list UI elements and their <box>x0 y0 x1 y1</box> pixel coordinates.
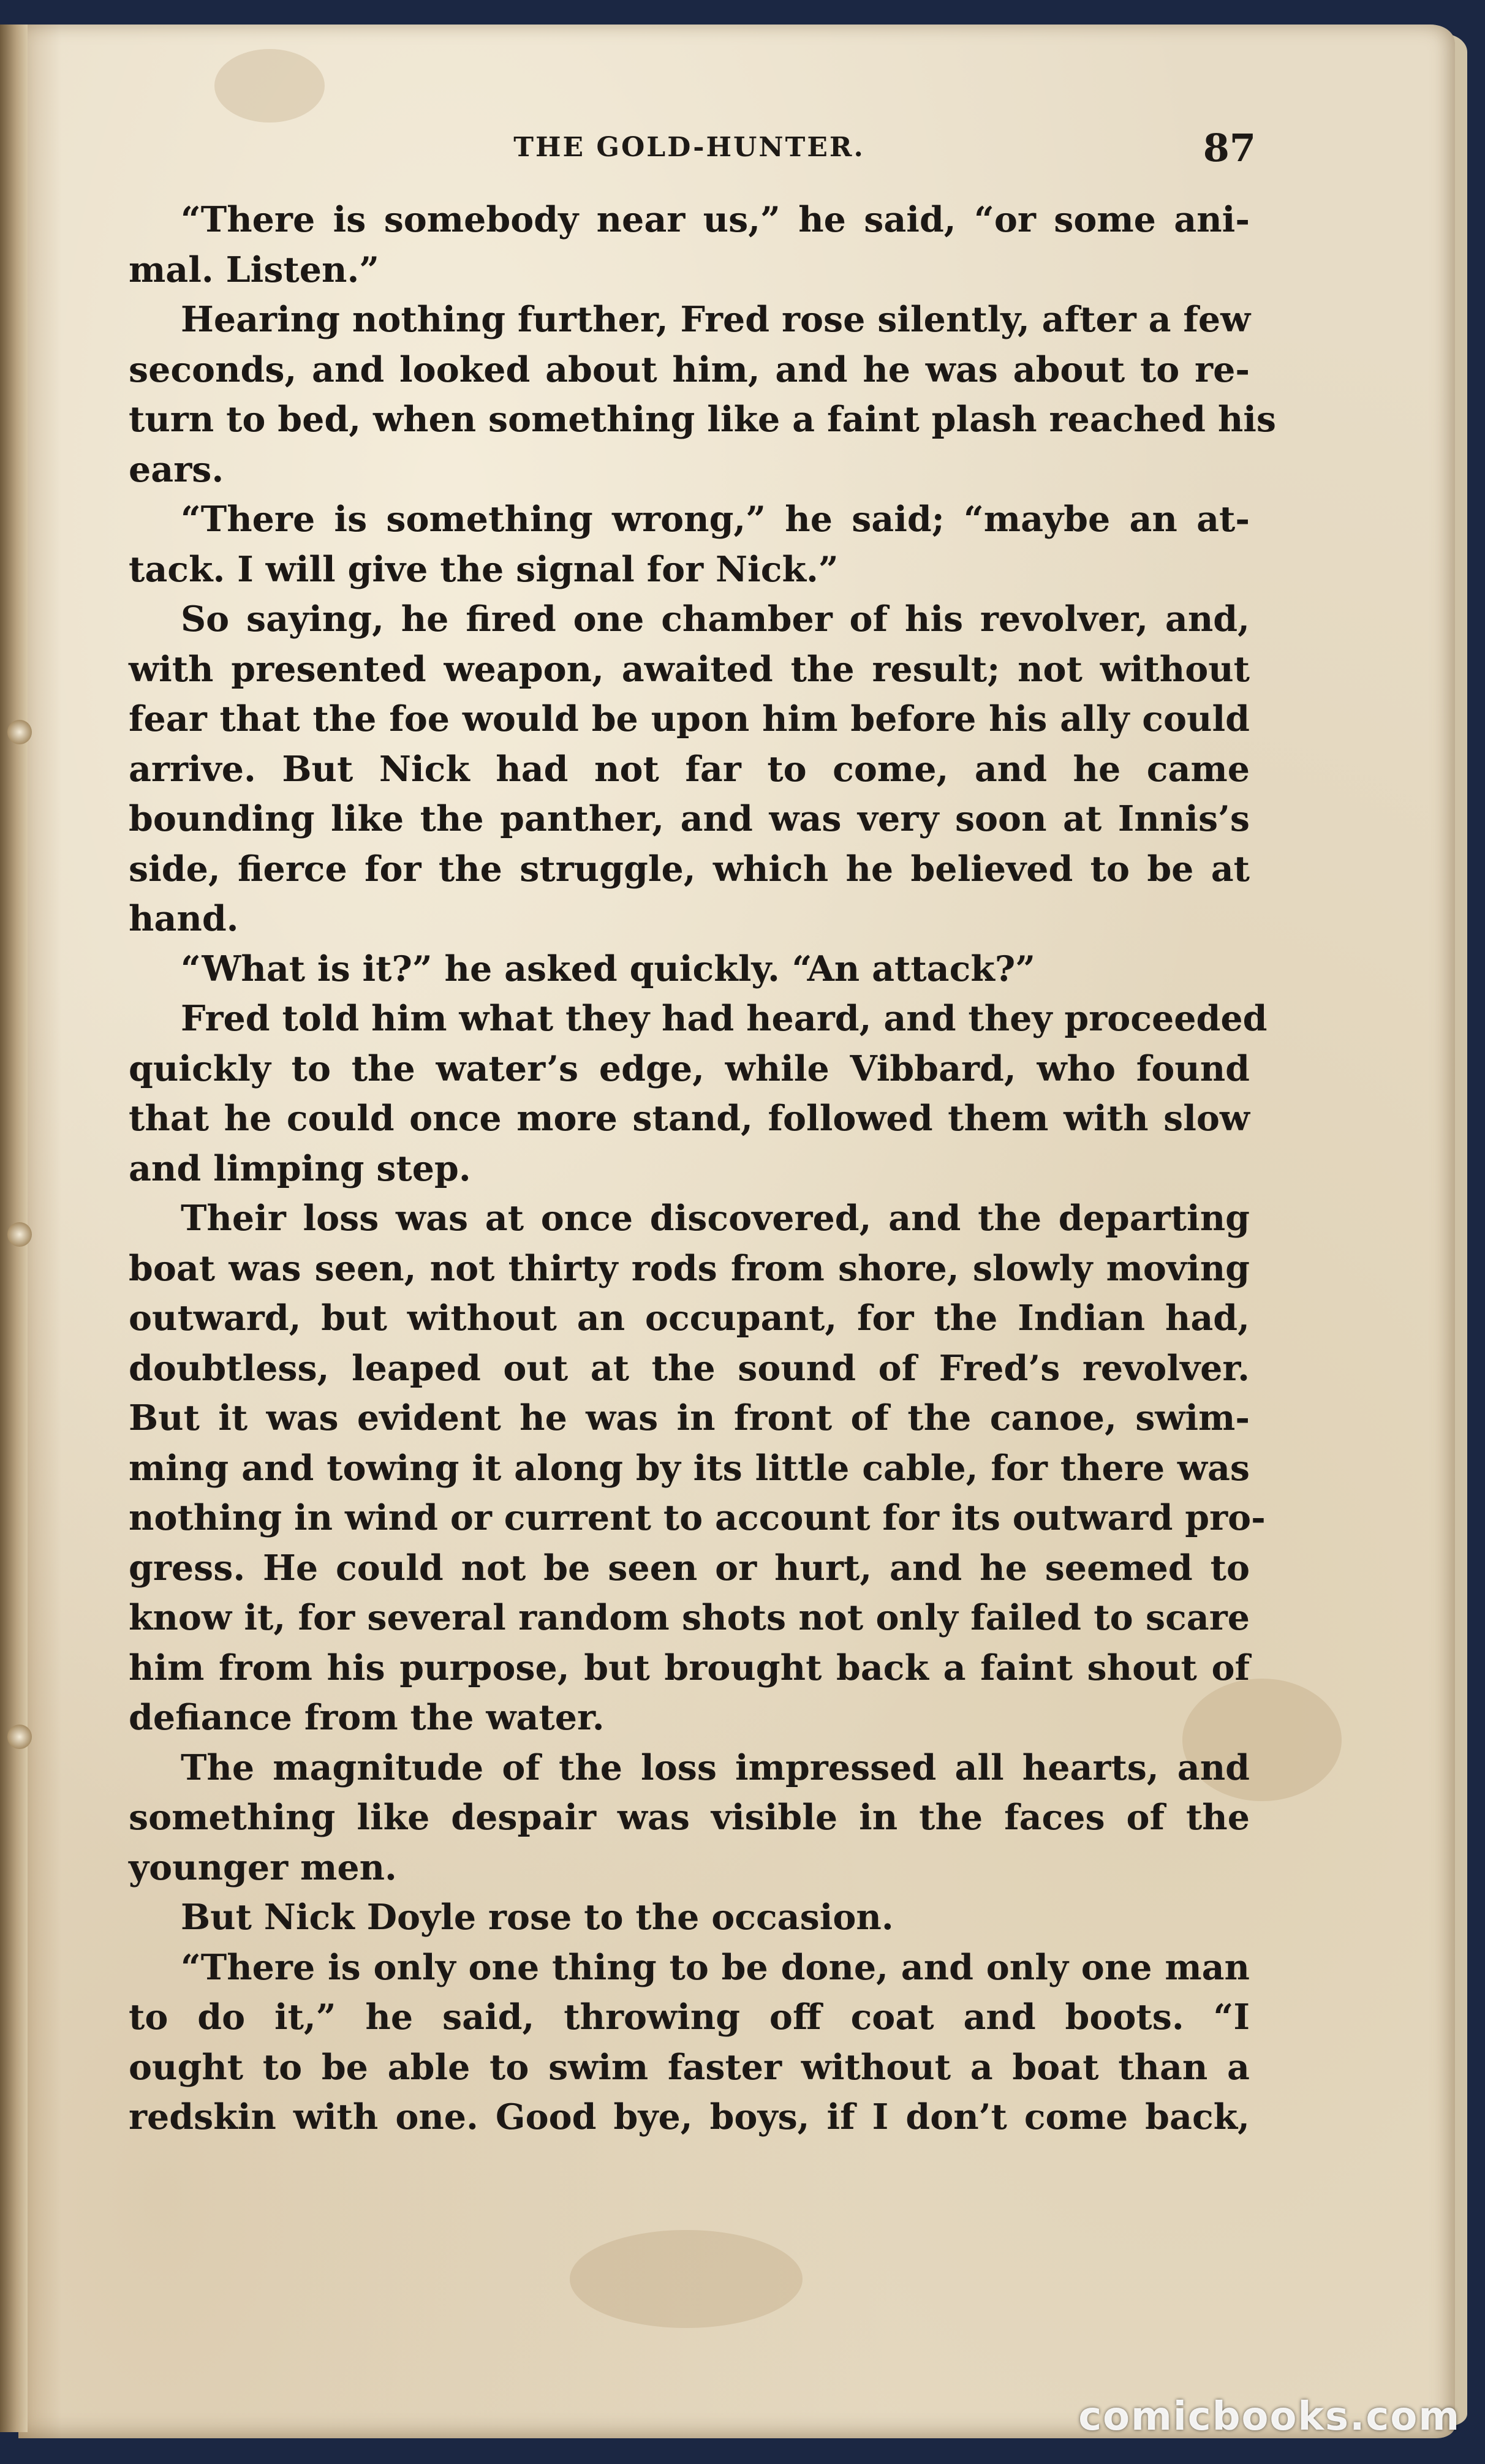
text-line: him from his purpose, but brought back a faint shout of <box>129 1647 1250 1688</box>
text-line: seconds, and looked about him, and he was about to re- <box>129 349 1250 390</box>
text-line: But it was evident he was in front of the canoe, swim- <box>129 1397 1250 1438</box>
paper-stain <box>570 2230 803 2328</box>
text-line: The magnitude of the loss impressed all hearts, and <box>181 1747 1250 1788</box>
text-line: nothing in wind or current to account for its outward pro- <box>129 1497 1266 1538</box>
text-line: bounding like the panther, and was very soon at Innis’s <box>129 798 1250 839</box>
text-line: tack. I will give the signal for Nick.” <box>129 548 839 590</box>
text-line: Fred told him what they had heard, and they proceeded <box>181 998 1268 1039</box>
text-line: turn to bed, when something like a faint plash reached his <box>129 399 1277 440</box>
text-line: with presented weapon, awaited the result; not without <box>129 648 1250 690</box>
text-line: redskin with one. Good bye, boys, if I don’t come back, <box>129 2096 1250 2137</box>
text-line: “There is only one thing to be done, and only one man <box>181 1946 1250 1988</box>
text-line: defiance from the water. <box>129 1697 605 1738</box>
text-line: doubtless, leaped out at the sound of Fred’s revolver. <box>129 1347 1250 1389</box>
text-line: But Nick Doyle rose to the occasion. <box>181 1897 894 1938</box>
site-watermark: comicbooks.com <box>1078 2394 1460 2439</box>
text-line: ears. <box>129 448 224 490</box>
text-line: something like despair was visible in the faces of the <box>129 1797 1250 1838</box>
running-title: THE GOLD-HUNTER. <box>513 132 865 163</box>
text-line: “What is it?” he asked quickly. “An attack?” <box>181 948 1035 989</box>
text-line: hand. <box>129 898 239 939</box>
text-line: know it, for several random shots not only failed to scare <box>129 1597 1250 1638</box>
text-line: Hearing nothing further, Fred rose silently, after a few <box>181 299 1251 340</box>
text-line: “There is somebody near us,” he said, “or some ani- <box>181 199 1250 240</box>
text-line: “There is something wrong,” he said; “maybe an at- <box>181 499 1250 540</box>
text-line: younger men. <box>129 1846 397 1888</box>
page-number: 87 <box>1203 126 1256 170</box>
text-line: Their loss was at once discovered, and the departing <box>181 1198 1250 1239</box>
binding-hole <box>7 720 32 744</box>
text-line: ought to be able to swim faster without a boat than a <box>129 2046 1250 2088</box>
text-line: arrive. But Nick had not far to come, and he came <box>129 748 1250 790</box>
body-text <box>129 195 1277 2142</box>
text-line: that he could once more stand, followed them with slow <box>129 1098 1250 1139</box>
text-line: gress. He could not be seen or hurt, and he seemed to <box>129 1547 1250 1589</box>
text-line: and limping step. <box>129 1147 471 1189</box>
text-line: So saying, he fired one chamber of his revolver, and, <box>181 599 1250 640</box>
text-line: fear that the foe would be upon him before his ally could <box>129 698 1250 739</box>
text-line: outward, but without an occupant, for the Indian had, <box>129 1298 1250 1339</box>
paper-stain <box>214 49 325 123</box>
text-line: to do it,” he said, throwing off coat and boots. “I <box>129 1997 1250 2038</box>
text-line: ming and towing it along by its little cable, for there was <box>129 1447 1250 1489</box>
text-line: boat was seen, not thirty rods from shore, slowly moving <box>129 1247 1250 1289</box>
binding-hole <box>7 1222 32 1247</box>
binding-hole <box>7 1725 32 1749</box>
text-line: side, fierce for the struggle, which he believed to be at <box>129 848 1250 890</box>
page-header <box>123 126 1256 175</box>
text-line: quickly to the water’s edge, while Vibbard, who found <box>129 1048 1250 1089</box>
text-line: mal. Listen.” <box>129 249 380 290</box>
